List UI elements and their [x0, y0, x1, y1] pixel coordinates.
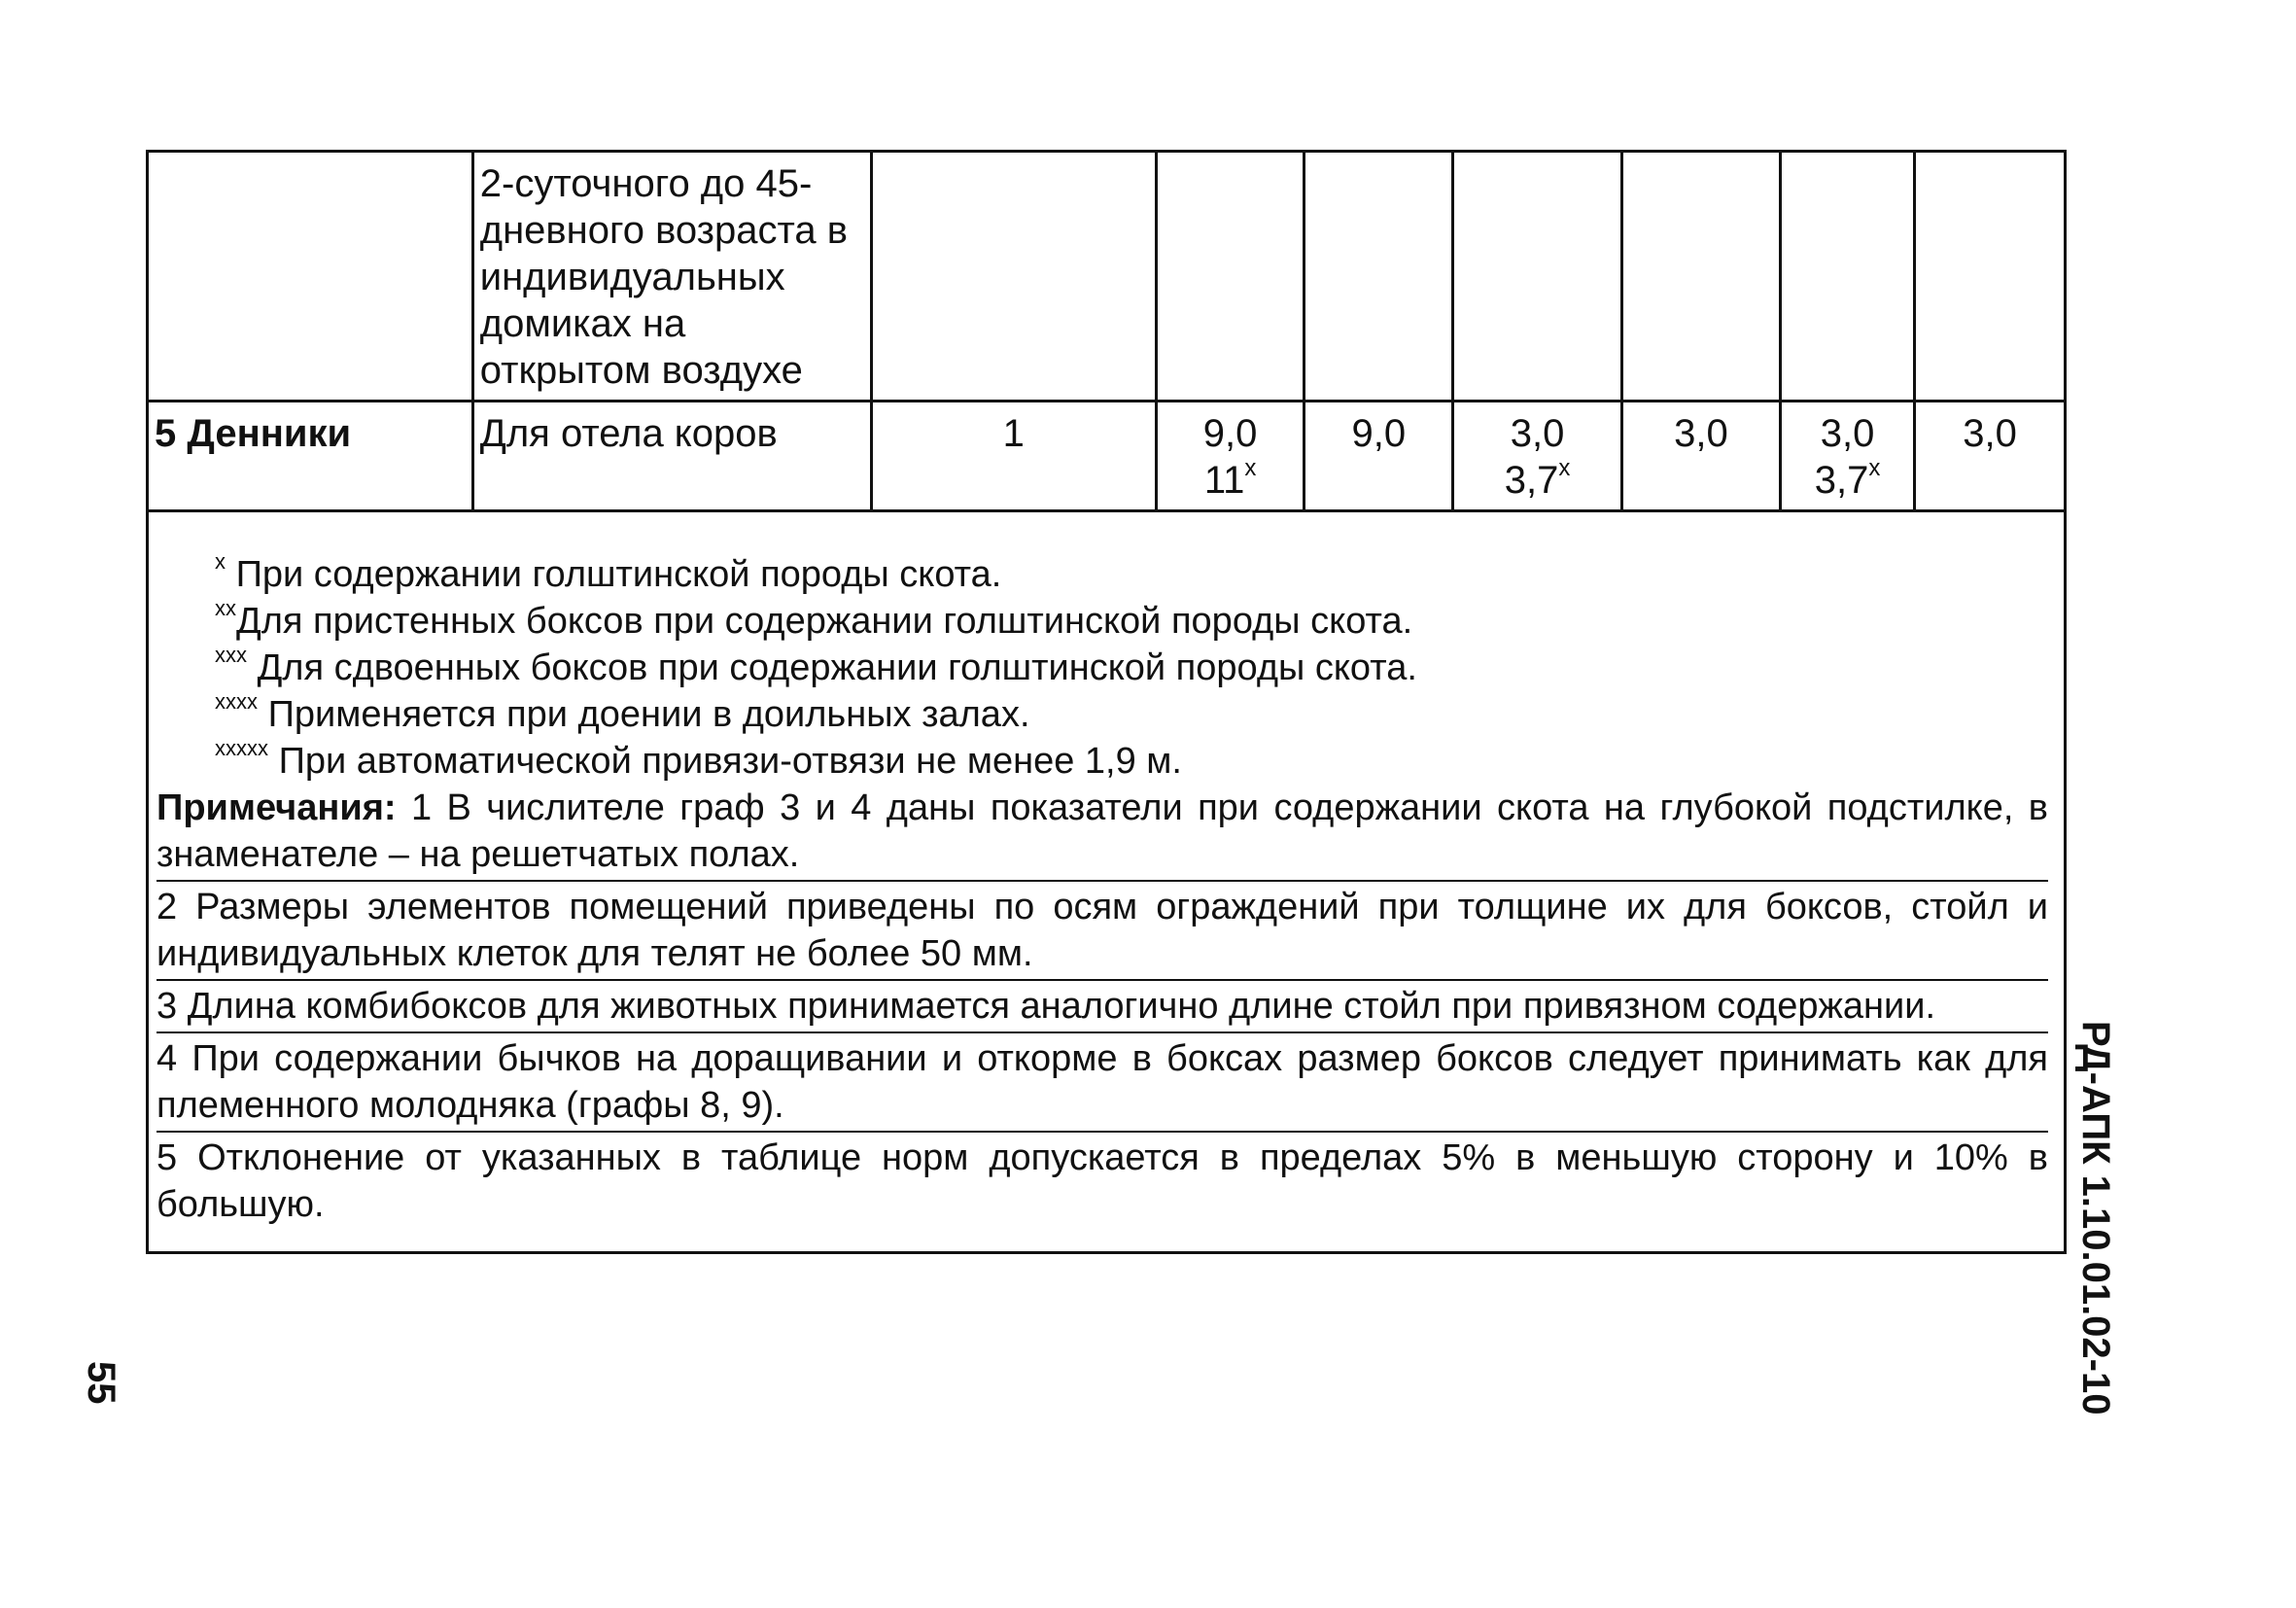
note-4: 4 При содержании бычков на доращивании и откорме в боксах размер боксов следует принимать как для племенного молодняка (графы 8, 9). — [157, 1035, 2048, 1133]
value-alt: 3,7 — [1814, 459, 1869, 502]
note-2: 2 Размеры элементов помещений приведены по осям ограждений при толщине их для боксов, стойл и индивидуальных клеток для телят не более 50 мм. — [157, 884, 2048, 981]
value-alt: 11 — [1203, 459, 1245, 502]
table-row-calves-houses — [148, 152, 2066, 402]
cell-value-2 — [1305, 402, 1453, 511]
value-alt-wrapper — [1164, 454, 1298, 504]
value-main: 9,0 — [1351, 412, 1407, 455]
value-main: 3,0 — [1674, 412, 1728, 455]
footnote-5 — [157, 738, 2048, 785]
note-5: 5 Отклонение от указанных в таблице норм допускается в пределах 5% в меньшую сторону и 10% в большую. — [157, 1137, 2048, 1225]
footnote-text: Для пристенных боксов при содержании голштинской породы скота. — [236, 601, 1413, 642]
value-alt-wrapper — [1788, 454, 1907, 504]
cell-section — [148, 152, 473, 402]
cell-value-1 — [1156, 402, 1305, 511]
note-3: 3 Длина комбибоксов для животных принимается аналогично длине стойл при привязном содержании. — [157, 983, 2048, 1033]
footnote-mark: x — [1868, 454, 1881, 481]
notes-label: Примечания: — [157, 787, 397, 828]
footnote-mark: xxx — [215, 643, 247, 668]
footnote-3 — [157, 645, 2048, 691]
footnote-4 — [157, 691, 2048, 738]
footnote-text: Для сдвоенных боксов при содержании голштинской породы скота. — [257, 647, 1417, 688]
value-main: 3,0 — [1963, 412, 2017, 455]
footnote-mark: xxxxx — [215, 736, 268, 761]
cell-empty — [1781, 152, 1915, 402]
value-alt: 3,7 — [1504, 459, 1559, 502]
page-number-text: 55 — [80, 1361, 122, 1405]
table-row-notes — [148, 511, 2066, 1253]
value-main: 3,0 — [1510, 412, 1565, 455]
cell-value-6 — [1915, 402, 2066, 511]
value-main: 3,0 — [1820, 412, 1875, 455]
cell-value-4 — [1621, 402, 1780, 511]
footnote-mark: x — [1244, 454, 1257, 481]
cell-description: 2-суточного до 45-дневного возраста в индивидуальных домиках на открытом воздухе — [472, 152, 871, 402]
footnote-mark: xx — [215, 596, 236, 621]
norms-table — [146, 150, 2067, 1254]
cell-section: 5 Денники — [148, 402, 473, 511]
cell-empty — [1915, 152, 2066, 402]
footnote-text: При автоматической привязи-отвязи не менее 1,9 м. — [278, 741, 1182, 782]
cell-empty — [1305, 152, 1453, 402]
cell-empty — [1621, 152, 1780, 402]
cell-empty — [1453, 152, 1622, 402]
note-1 — [157, 785, 2048, 882]
value-alt-wrapper — [1460, 454, 1615, 504]
footnote-text: При содержании голштинской породы скота. — [235, 554, 1002, 595]
footnote-2 — [157, 598, 2048, 645]
cell-value-3 — [1453, 402, 1622, 511]
cell-empty — [1156, 152, 1305, 402]
cell-empty — [871, 152, 1156, 402]
table-row-stalls — [148, 402, 2066, 511]
footnote-mark: x — [1558, 454, 1571, 481]
footnote-mark: x — [215, 549, 226, 575]
footnote-text: Применяется при доении в доильных залах. — [267, 694, 1030, 735]
running-head-text: РД-АПК 1.10.01.02-10 — [2074, 1021, 2117, 1416]
notes-cell — [148, 511, 2066, 1253]
cell-value-5 — [1781, 402, 1915, 511]
value-main: 9,0 — [1202, 412, 1258, 455]
footnote-mark: xxxx — [215, 689, 258, 715]
footnote-1 — [157, 551, 2048, 598]
note-text: 1 В числителе граф 3 и 4 даны показатели при содержании скота на глубокой подстилке, в знаменателе – на решетчатых полах. — [157, 787, 2048, 875]
cell-count: 1 — [871, 402, 1156, 511]
cell-description: Для отела коров — [472, 402, 871, 511]
